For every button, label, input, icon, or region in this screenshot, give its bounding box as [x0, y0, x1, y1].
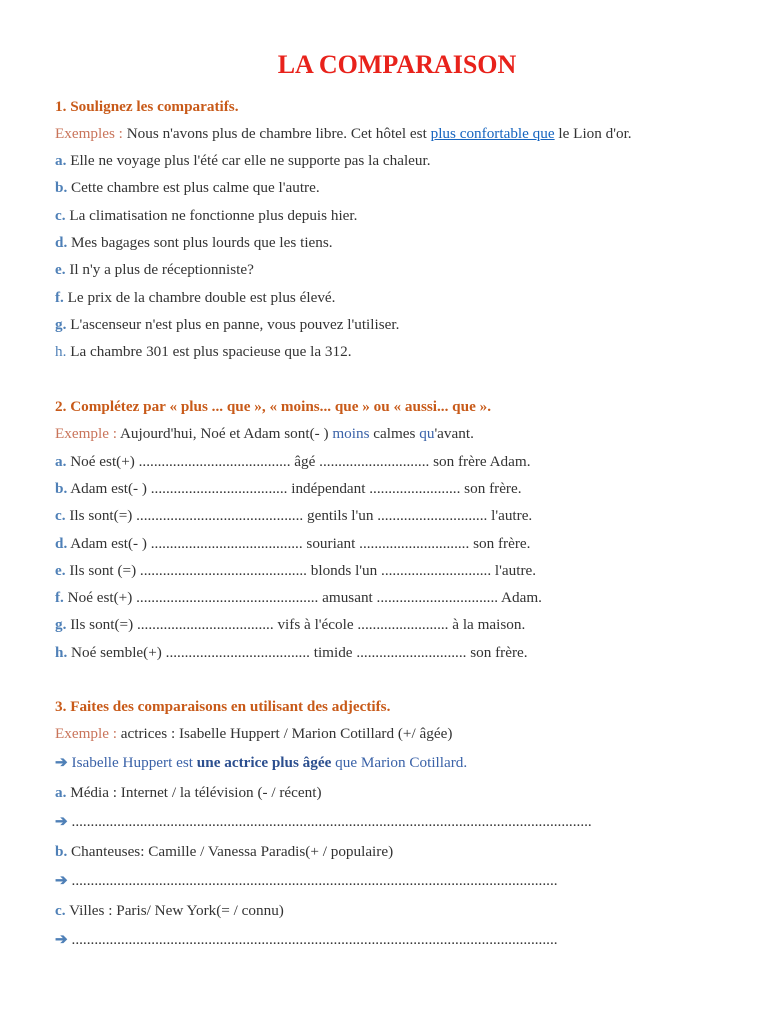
section2-item-a [55, 452, 531, 472]
item-letter: d. [55, 234, 68, 251]
item-text: Elle ne voyage plus l'été car elle ne supporte pas la chaleur. [66, 152, 431, 169]
arrow-right-icon: ➔ [55, 931, 68, 948]
item-letter: e. [55, 562, 66, 579]
item-text: Noé semble(+) ...................................... timide ............................. son frère. [67, 644, 528, 661]
item-text: Ils sont(=) .................................... vifs à l'école ........................ à la maison. [66, 616, 526, 633]
example-text: actrices : Isabelle Huppert / Marion Cotillard (+/ âgée) [117, 725, 453, 742]
section2-item-c [55, 506, 532, 526]
item-text: Adam est(- ) .................................... indépendant ........................ son frère. [67, 480, 522, 497]
item-letter: b. [55, 179, 68, 196]
item-letter: f. [55, 589, 64, 606]
section3-answer-b[interactable] [55, 871, 558, 891]
section3-example-answer [55, 753, 467, 773]
item-letter: e. [55, 261, 66, 278]
answer-dots[interactable]: ................................................................................................................................ [67, 931, 558, 948]
example-text: Aujourd'hui, Noé et Adam sont(- ) [117, 425, 333, 442]
section2-item-g [55, 615, 525, 635]
example-qu: qu [419, 425, 435, 442]
item-letter: c. [55, 507, 66, 524]
section2-item-d [55, 534, 530, 554]
section2-heading: 2. Complétez par « plus ... que », « moins... que » ou « aussi... que ». [55, 398, 492, 415]
item-text: Média : Internet / la télévision (- / récent) [66, 784, 322, 801]
answer-dots[interactable]: ................................................................................................................................ [67, 872, 558, 889]
item-letter: a. [55, 453, 67, 470]
item-letter: b. [55, 480, 68, 497]
section3-answer-c[interactable] [55, 930, 558, 950]
answer-bold: une actrice plus âgée [196, 754, 332, 771]
item-text: Noé est(+) ................................................ amusant ................................ Adam. [63, 589, 542, 606]
example-moins: moins [332, 425, 370, 442]
section3-example [55, 724, 452, 744]
item-letter: h. [55, 343, 67, 360]
item-letter: g. [55, 616, 67, 633]
section2-item-h [55, 643, 528, 663]
item-letter: g. [55, 316, 67, 333]
section1-item-f [55, 288, 335, 308]
section1-item-d [55, 233, 333, 253]
item-text: Il n'y a plus de réceptionniste? [65, 261, 254, 278]
section2-item-f [55, 588, 542, 608]
item-letter: c. [55, 902, 66, 919]
answer-dots[interactable]: ......................................................................................................................................... [67, 813, 592, 830]
item-text: Villes : Paris/ New York(= / connu) [65, 902, 284, 919]
example-label: Exemple : [55, 425, 117, 442]
item-letter: h. [55, 644, 68, 661]
item-text: Adam est(- ) ........................................ souriant ............................. son frère. [67, 535, 531, 552]
section1-item-h [55, 342, 352, 362]
arrow-right-icon: ➔ [55, 754, 68, 771]
arrow-right-icon: ➔ [55, 872, 68, 889]
section1-item-b [55, 178, 320, 198]
example-text: calmes [369, 425, 420, 442]
item-text: Noé est(+) ........................................ âgé ............................. son frère Adam. [66, 453, 531, 470]
item-text: Mes bagages sont plus lourds que les tiens. [67, 234, 333, 251]
section1-example [55, 124, 632, 144]
item-letter: b. [55, 843, 68, 860]
example-text-end: le Lion d'or. [554, 125, 632, 142]
item-letter: a. [55, 152, 67, 169]
section3-heading: 3. Faites des comparaisons en utilisant des adjectifs. [55, 698, 391, 715]
section3-item-c [55, 901, 284, 921]
section2-example [55, 424, 474, 444]
section1-item-e [55, 260, 254, 280]
section3-item-b [55, 842, 393, 862]
page-title: LA COMPARAISON [277, 50, 517, 79]
section3-item-a [55, 783, 322, 803]
item-text: Ils sont(=) ............................................ gentils l'un ............................. l'autre. [65, 507, 533, 524]
item-letter: f. [55, 289, 64, 306]
answer-text: Isabelle Huppert est [67, 754, 197, 771]
example-text-end: 'avant. [434, 425, 474, 442]
item-letter: a. [55, 784, 67, 801]
item-text: La climatisation ne fonctionne plus depuis hier. [65, 207, 358, 224]
example-text: Nous n'avons plus de chambre libre. Cet hôtel est [122, 125, 431, 142]
arrow-right-icon: ➔ [55, 813, 68, 830]
answer-text-end: que Marion Cotillard. [331, 754, 468, 771]
section1-item-g [55, 315, 399, 335]
item-text: Chanteuses: Camille / Vanessa Paradis(+ / populaire) [67, 843, 394, 860]
item-text: La chambre 301 est plus spacieuse que la 312. [66, 343, 352, 360]
example-label: Exemple : [55, 725, 117, 742]
section3-answer-a[interactable] [55, 812, 592, 832]
item-letter: c. [55, 207, 66, 224]
item-text: Le prix de la chambre double est plus élevé. [63, 289, 336, 306]
item-text: Cette chambre est plus calme que l'autre. [67, 179, 320, 196]
example-label: Exemples : [55, 125, 123, 142]
section1-item-a [55, 151, 431, 171]
item-text: L'ascenseur n'est plus en panne, vous pouvez l'utiliser. [66, 316, 400, 333]
example-link[interactable]: plus confortable que [430, 125, 555, 142]
item-text: Ils sont (=) ............................................ blonds l'un ............................. l'autre. [65, 562, 537, 579]
section2-item-b [55, 479, 522, 499]
section1-item-c [55, 206, 357, 226]
item-letter: d. [55, 535, 68, 552]
section1-heading: 1. Soulignez les comparatifs. [55, 98, 239, 115]
section2-item-e [55, 561, 536, 581]
